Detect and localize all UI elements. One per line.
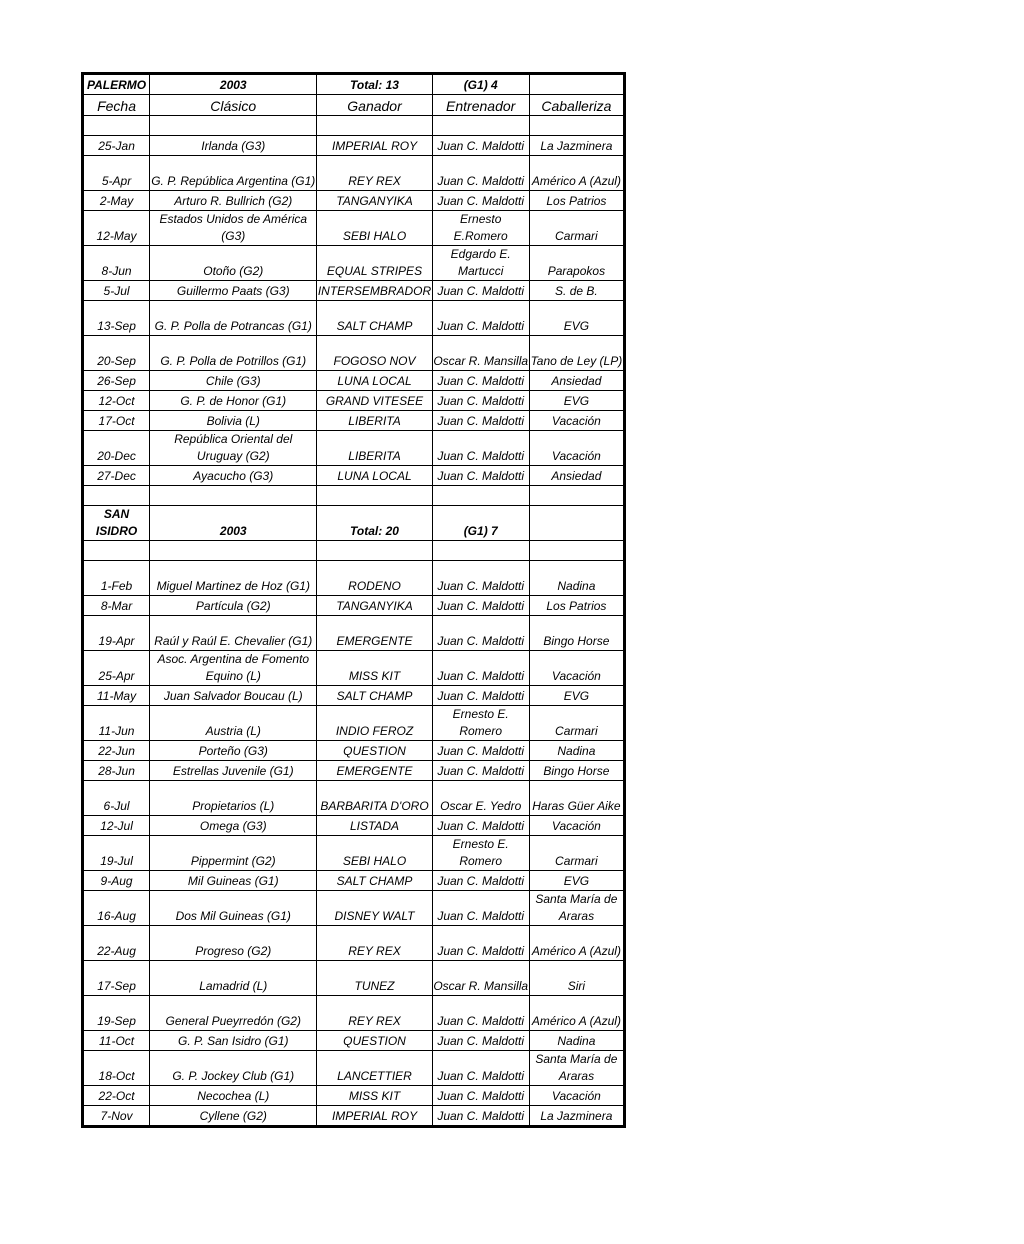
cell-winner: DISNEY WALT (317, 891, 432, 926)
cell-stable (529, 506, 624, 541)
cell-winner: TUNEZ (317, 961, 432, 996)
cell-stable: EVG (529, 686, 624, 706)
cell-race: Arturo R. Bullrich (G2) (150, 191, 317, 211)
cell-trainer: Juan C. Maldotti (432, 561, 529, 596)
cell-date: 5-Apr (83, 156, 150, 191)
table-row (83, 741, 625, 761)
cell-stable: EVG (529, 391, 624, 411)
cell-race: República Oriental del Uruguay (G2) (150, 431, 317, 466)
cell-race: Necochea (L) (150, 1086, 317, 1106)
table-row (83, 1051, 625, 1086)
table-row (83, 1031, 625, 1051)
cell-date: 25-Apr (83, 651, 150, 686)
cell-stable: EVG (529, 301, 624, 336)
cell-date: 22-Aug (83, 926, 150, 961)
cell-winner: EQUAL STRIPES (317, 246, 432, 281)
cell-race: Lamadrid (L) (150, 961, 317, 996)
cell-winner: Ganador (317, 95, 432, 116)
cell-winner: SALT CHAMP (317, 686, 432, 706)
cell-trainer: Ernesto E. Romero (432, 706, 529, 741)
cell-winner: LUNA LOCAL (317, 371, 432, 391)
cell-trainer: Juan C. Maldotti (432, 996, 529, 1031)
cell-stable (529, 74, 624, 95)
cell-trainer: Juan C. Maldotti (432, 1106, 529, 1127)
cell-race: G. P. Jockey Club (G1) (150, 1051, 317, 1086)
cell-winner: TANGANYIKA (317, 596, 432, 616)
cell-stable: Vacación (529, 1086, 624, 1106)
cell-trainer: Juan C. Maldotti (432, 411, 529, 431)
cell-trainer (432, 486, 529, 506)
cell-date: 7-Nov (83, 1106, 150, 1127)
cell-date: 1-Feb (83, 561, 150, 596)
cell-date: 17-Oct (83, 411, 150, 431)
cell-winner: GRAND VITESEE (317, 391, 432, 411)
cell-winner (317, 486, 432, 506)
cell-race: 2003 (150, 74, 317, 95)
cell-date: 22-Jun (83, 741, 150, 761)
section-header-palermo (83, 74, 625, 95)
cell-date (83, 116, 150, 136)
cell-race: Clásico (150, 95, 317, 116)
cell-stable: Carmari (529, 706, 624, 741)
table-row (83, 391, 625, 411)
cell-stable (529, 486, 624, 506)
cell-trainer: Entrenador (432, 95, 529, 116)
cell-stable: Tano de Ley (LP) (529, 336, 624, 371)
cell-trainer: Juan C. Maldotti (432, 191, 529, 211)
cell-race: Irlanda (G3) (150, 136, 317, 156)
table-row (83, 246, 625, 281)
cell-stable (529, 541, 624, 561)
cell-race: Ayacucho (G3) (150, 466, 317, 486)
cell-date: Fecha (83, 95, 150, 116)
cell-date: 17-Sep (83, 961, 150, 996)
cell-date: SAN ISIDRO (83, 506, 150, 541)
cell-stable: Nadina (529, 1031, 624, 1051)
cell-stable (529, 116, 624, 136)
cell-stable: Américo A (Azul) (529, 156, 624, 191)
cell-race: Miguel Martinez de Hoz (G1) (150, 561, 317, 596)
cell-trainer: Juan C. Maldotti (432, 1086, 529, 1106)
cell-race: 2003 (150, 506, 317, 541)
cell-race: Estados Unidos de América (G3) (150, 211, 317, 246)
cell-date: 12-Oct (83, 391, 150, 411)
cell-date: 11-Oct (83, 1031, 150, 1051)
cell-stable: Nadina (529, 561, 624, 596)
cell-trainer: Ernesto E.Romero (432, 211, 529, 246)
cell-stable: La Jazminera (529, 1106, 624, 1127)
cell-trainer: Juan C. Maldotti (432, 871, 529, 891)
cell-race: Mil Guineas (G1) (150, 871, 317, 891)
cell-winner: SEBI HALO (317, 211, 432, 246)
cell-stable: Bingo Horse (529, 761, 624, 781)
cell-date: 11-May (83, 686, 150, 706)
cell-winner: REY REX (317, 926, 432, 961)
cell-winner: IMPERIAL ROY (317, 136, 432, 156)
cell-race: Chile (G3) (150, 371, 317, 391)
cell-race: Estrellas Juvenile (G1) (150, 761, 317, 781)
cell-trainer: Juan C. Maldotti (432, 926, 529, 961)
cell-trainer: Edgardo E. Martucci (432, 246, 529, 281)
cell-trainer: Juan C. Maldotti (432, 156, 529, 191)
cell-race: Austria (L) (150, 706, 317, 741)
cell-race: Juan Salvador Boucau (L) (150, 686, 317, 706)
cell-trainer: Oscar R. Mansilla (432, 961, 529, 996)
cell-race: Bolivia (L) (150, 411, 317, 431)
cell-trainer: Juan C. Maldotti (432, 891, 529, 926)
cell-winner (317, 116, 432, 136)
cell-date: 27-Dec (83, 466, 150, 486)
cell-winner: LUNA LOCAL (317, 466, 432, 486)
cell-race: G. P. República Argentina (G1) (150, 156, 317, 191)
cell-race (150, 541, 317, 561)
table-row (83, 466, 625, 486)
cell-date: 18-Oct (83, 1051, 150, 1086)
cell-trainer: Juan C. Maldotti (432, 596, 529, 616)
cell-winner: IMPERIAL ROY (317, 1106, 432, 1127)
table-row (83, 836, 625, 871)
cell-winner: FOGOSO NOV (317, 336, 432, 371)
cell-winner: EMERGENTE (317, 616, 432, 651)
cell-race: Guillermo Paats (G3) (150, 281, 317, 301)
cell-winner: SEBI HALO (317, 836, 432, 871)
cell-race: G. P. de Honor (G1) (150, 391, 317, 411)
table-row (83, 301, 625, 336)
cell-stable: Vacación (529, 431, 624, 466)
table-row (83, 891, 625, 926)
cell-winner: MISS KIT (317, 1086, 432, 1106)
cell-trainer: Juan C. Maldotti (432, 686, 529, 706)
table-row (83, 136, 625, 156)
cell-winner: LISTADA (317, 816, 432, 836)
table-row (83, 336, 625, 371)
cell-trainer: Juan C. Maldotti (432, 281, 529, 301)
cell-trainer: Juan C. Maldotti (432, 816, 529, 836)
cell-date: 2-May (83, 191, 150, 211)
table-row (83, 961, 625, 996)
cell-trainer: Juan C. Maldotti (432, 466, 529, 486)
cell-date: 19-Sep (83, 996, 150, 1031)
cell-winner: SALT CHAMP (317, 301, 432, 336)
table-row (83, 996, 625, 1031)
table-row (83, 871, 625, 891)
cell-trainer: Juan C. Maldotti (432, 371, 529, 391)
cell-date: 12-May (83, 211, 150, 246)
table-row (83, 651, 625, 686)
cell-trainer (432, 541, 529, 561)
cell-date (83, 541, 150, 561)
cell-winner: SALT CHAMP (317, 871, 432, 891)
cell-race: General Pueyrredón (G2) (150, 996, 317, 1031)
cell-race: Otoño (G2) (150, 246, 317, 281)
cell-trainer: Juan C. Maldotti (432, 391, 529, 411)
table-row (83, 211, 625, 246)
cell-stable: Parapokos (529, 246, 624, 281)
cell-date: 5-Jul (83, 281, 150, 301)
cell-race: Omega (G3) (150, 816, 317, 836)
cell-date: 16-Aug (83, 891, 150, 926)
cell-stable: Carmari (529, 836, 624, 871)
cell-date: 8-Jun (83, 246, 150, 281)
cell-date: 9-Aug (83, 871, 150, 891)
cell-winner: REY REX (317, 996, 432, 1031)
cell-date: 20-Dec (83, 431, 150, 466)
results-table (81, 72, 626, 1128)
cell-winner: REY REX (317, 156, 432, 191)
cell-race: Progreso (G2) (150, 926, 317, 961)
cell-stable: Santa María de Araras (529, 1051, 624, 1086)
cell-trainer: Ernesto E. Romero (432, 836, 529, 871)
cell-stable: Santa María de Araras (529, 891, 624, 926)
cell-date: 20-Sep (83, 336, 150, 371)
cell-date: 6-Jul (83, 781, 150, 816)
table-row (83, 1086, 625, 1106)
blank-row (83, 541, 625, 561)
cell-race (150, 116, 317, 136)
cell-winner: LIBERITA (317, 431, 432, 466)
cell-stable: Vacación (529, 651, 624, 686)
cell-race: Propietarios (L) (150, 781, 317, 816)
cell-race: Porteño (G3) (150, 741, 317, 761)
cell-trainer: (G1) 7 (432, 506, 529, 541)
cell-trainer: Juan C. Maldotti (432, 1031, 529, 1051)
cell-race: Cyllene (G2) (150, 1106, 317, 1127)
cell-stable: Vacación (529, 816, 624, 836)
cell-race: Raúl y Raúl E. Chevalier (G1) (150, 616, 317, 651)
cell-stable: Vacación (529, 411, 624, 431)
cell-trainer (432, 116, 529, 136)
table-row (83, 371, 625, 391)
cell-winner: BARBARITA D'ORO (317, 781, 432, 816)
cell-stable: Nadina (529, 741, 624, 761)
cell-date: 22-Oct (83, 1086, 150, 1106)
table-row (83, 156, 625, 191)
cell-stable: EVG (529, 871, 624, 891)
cell-stable: Ansiedad (529, 371, 624, 391)
results-table-body (83, 74, 625, 1127)
blank-row (83, 486, 625, 506)
cell-trainer: Oscar R. Mansilla (432, 336, 529, 371)
table-row (83, 281, 625, 301)
cell-winner: RODENO (317, 561, 432, 596)
cell-winner: TANGANYIKA (317, 191, 432, 211)
cell-date: 19-Apr (83, 616, 150, 651)
table-row (83, 1106, 625, 1127)
cell-stable: Bingo Horse (529, 616, 624, 651)
table-row (83, 596, 625, 616)
table-row (83, 761, 625, 781)
cell-winner: Total: 13 (317, 74, 432, 95)
cell-date: 19-Jul (83, 836, 150, 871)
blank-row (83, 116, 625, 136)
table-row (83, 431, 625, 466)
cell-race (150, 486, 317, 506)
cell-race: G. P. Polla de Potrancas (G1) (150, 301, 317, 336)
cell-trainer: Juan C. Maldotti (432, 741, 529, 761)
cell-trainer: Oscar E. Yedro (432, 781, 529, 816)
cell-trainer: (G1) 4 (432, 74, 529, 95)
cell-winner (317, 541, 432, 561)
cell-trainer: Juan C. Maldotti (432, 301, 529, 336)
cell-trainer: Juan C. Maldotti (432, 761, 529, 781)
cell-stable: Haras Güer Aike (529, 781, 624, 816)
cell-trainer: Juan C. Maldotti (432, 651, 529, 686)
cell-stable: Siri (529, 961, 624, 996)
cell-date: 25-Jan (83, 136, 150, 156)
cell-stable: Américo A (Azul) (529, 926, 624, 961)
cell-stable: S. de B. (529, 281, 624, 301)
cell-date: 13-Sep (83, 301, 150, 336)
cell-winner: QUESTION (317, 1031, 432, 1051)
cell-race: Dos Mil Guineas (G1) (150, 891, 317, 926)
cell-winner: LANCETTIER (317, 1051, 432, 1086)
table-row (83, 926, 625, 961)
cell-winner: Total: 20 (317, 506, 432, 541)
table-row (83, 706, 625, 741)
cell-stable: Los Patrios (529, 596, 624, 616)
cell-date: 26-Sep (83, 371, 150, 391)
section-header-san-isidro (83, 506, 625, 541)
cell-stable: Los Patrios (529, 191, 624, 211)
cell-date: PALERMO (83, 74, 150, 95)
cell-stable: Ansiedad (529, 466, 624, 486)
table-row (83, 781, 625, 816)
table-row (83, 616, 625, 651)
cell-trainer: Juan C. Maldotti (432, 136, 529, 156)
cell-winner: LIBERITA (317, 411, 432, 431)
cell-winner: MISS KIT (317, 651, 432, 686)
cell-race: G. P. San Isidro (G1) (150, 1031, 317, 1051)
table-row (83, 411, 625, 431)
cell-trainer: Juan C. Maldotti (432, 431, 529, 466)
cell-race: Pippermint (G2) (150, 836, 317, 871)
table-row (83, 561, 625, 596)
cell-stable: Américo A (Azul) (529, 996, 624, 1031)
cell-stable: Caballeriza (529, 95, 624, 116)
cell-race: Asoc. Argentina de Fomento Equino (L) (150, 651, 317, 686)
column-header-row (83, 95, 625, 116)
cell-trainer: Juan C. Maldotti (432, 616, 529, 651)
cell-winner: EMERGENTE (317, 761, 432, 781)
table-row (83, 191, 625, 211)
cell-date: 12-Jul (83, 816, 150, 836)
cell-winner: INTERSEMBRADOR (317, 281, 432, 301)
cell-date: 28-Jun (83, 761, 150, 781)
table-row (83, 816, 625, 836)
table-row (83, 686, 625, 706)
cell-trainer: Juan C. Maldotti (432, 1051, 529, 1086)
cell-stable: Carmari (529, 211, 624, 246)
cell-date (83, 486, 150, 506)
cell-date: 8-Mar (83, 596, 150, 616)
cell-winner: INDIO FEROZ (317, 706, 432, 741)
cell-race: G. P. Polla de Potrillos (G1) (150, 336, 317, 371)
cell-winner: QUESTION (317, 741, 432, 761)
cell-stable: La Jazminera (529, 136, 624, 156)
cell-race: Partícula (G2) (150, 596, 317, 616)
cell-date: 11-Jun (83, 706, 150, 741)
